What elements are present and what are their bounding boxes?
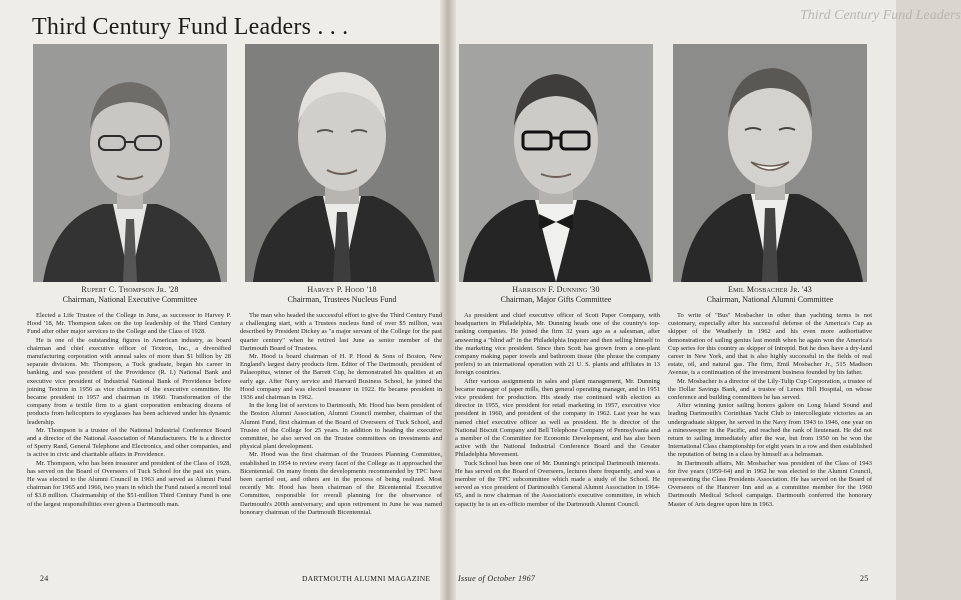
- paragraph: In the long list of services to Dartmouth, Mr. Hood has been president of the Boston Alumni Association, Alumni Council member, chairman of the Alumni Fund, first chairman of the Board of Overseers of Tuck School, and Trustee of the College for 25 years. In addition to heading the executive committee, he also served on the Trustee committees on investments and physical plant development.: [240, 402, 442, 451]
- paragraph: To write of "Bus" Mosbacher in other than yachting terms is not customary, especially after his successful defense of the America's Cup as skipper of the Weatherly in 1962 and his even more authoritative demonstration of sailing genius last month when he again won the America's Cup series for this country as skipper of Intrepid. But he does have a dry-land career in New York, and that is also highly successful in the fields of real estate, oil, and natural gas. The firm, Emil Mosbacher Jr., 515 Madison Avenue, is a continuation of the investment business founded by his father.: [668, 312, 872, 377]
- leader-role: Chairman, National Executive Committee: [62, 295, 198, 304]
- leader-name: Harrison F. Dunning '30: [512, 285, 600, 294]
- caption-mosbacher: [673, 285, 867, 309]
- paragraph: Mr. Mosbacher is a director of the Lily-Tulip Cup Corporation, a trustee of the Dollar Savings Bank, and a trustee of Lenox Hill Hospital, on whose conference and building committees he has served.: [668, 377, 872, 402]
- leader-name: Harvey P. Hood '18: [307, 285, 377, 294]
- left-page-number: 24: [40, 574, 49, 583]
- page-title: Third Century Fund Leaders . . .: [32, 14, 349, 40]
- article-column-dunning: [455, 312, 660, 570]
- paragraph: Mr. Hood was the first chairman of the Trustees Planning Committee, established in 1954 to review every facet of the College as it approached the Bicentennial. On many fronts the developments recommended by TPC have been carried out, and others are in the process of being realized. Most recently Mr. Hood has been chairman of the Bicentennial Executive Committee, responsible for overall planning for the observance of Dartmouth's 200th anniversary; and upon retirement in June he was named honorary chairman of the Dartmouth Bicentennial.: [240, 451, 442, 516]
- paragraph: Tuck School has been one of Mr. Dunning's principal Dartmouth interests. He has served on the Board of Overseers, lectures there frequently, and was a member of the TPC subcommittee which made a study of the School. He served as vice president of Dartmouth's General Alumni Association in 1964-65, and is now chairman of the Association's executive committee, in which capacity he is an ex-officio member of the Dartmouth Alumni Council.: [455, 459, 660, 508]
- magazine-name: DARTMOUTH ALUMNI MAGAZINE: [302, 574, 431, 583]
- leader-name: Emil Mosbacher Jr. '43: [728, 285, 812, 294]
- page-gutter: [440, 0, 456, 600]
- paragraph: Mr. Thompson is a trustee of the National Industrial Conference Board and a director of the National Association of Manufacturers. He is a director of Sperry Rand, General Telephone and Electronics, and other companies, and is active in civic and charitable affairs in Providence.: [27, 426, 231, 459]
- paragraph: As president and chief executive officer of Scott Paper Company, with headquarters in Philadelphia, Mr. Dunning heads one of the country's top-ranking companies. He joined the firm 32 years ago as a salesman, after answering a "blind ad" in the Philadelphia Inquirer and then selling himself to the marketing vice president. Since then Scott has grown from a one-plant company making paper towels and bathroom tissue (the phrase the company prefers) to an international operation with 21 U. S. plants and affiliates in 13 foreign countries.: [455, 312, 660, 377]
- caption-hood: [245, 285, 439, 309]
- portrait-hood: [245, 44, 439, 282]
- article-column-thompson: [27, 312, 231, 570]
- issue-date: Issue of October 1967: [458, 574, 536, 583]
- leader-name: Rupert C. Thompson Jr. '28: [81, 285, 179, 294]
- paragraph: In Dartmouth affairs, Mr. Mosbacher was president of the Class of 1943 for five years (1959-64) and in 1962 he was elected to the Alumni Council, representing the Class Presidents Association. He has served on the Board of Overseers of the Hanover Inn and as a committee member for the 1960 Dartmouth Medical School campaign. Dartmouth conferred the honorary Master of Arts degree upon him in 1963.: [668, 459, 872, 508]
- portrait-thompson: [33, 44, 227, 282]
- leader-role: Chairman, Trustees Nucleus Fund: [287, 295, 397, 304]
- paragraph: Mr. Hood is board chairman of H. P. Hood & Sons of Boston, New England's largest dairy products firm. Editor of The Dartmouth, president of Palaeopitus, winner of the Barrett Cup, he demonstrated his qualities at an early age. After Navy service and Harvard Business School, he joined the Hood company and was elected treasurer in 1922. He became president in 1936 and chairman in 1962.: [240, 353, 442, 402]
- leader-role: Chairman, National Alumni Committee: [706, 295, 834, 304]
- paragraph: After winning junior sailing honors galore on Long Island Sound and leading Dartmouth's Corinthian Yacht Club to intercollegiate victories as an undergraduate skipper, he served in the Navy from 1943 to 1946, one year on a minesweeper in the Pacific, and reached the rank of lieutenant. He did not return to sailing immediately after the war, but from 1950 on he won the International Class championship for eight years in a row and then established the reputation of being in a class by himself as a helmsman.: [668, 402, 872, 459]
- article-column-mosbacher: [668, 312, 872, 570]
- caption-thompson: [33, 285, 227, 309]
- right-page-number: 25: [860, 574, 869, 583]
- paragraph: Mr. Thompson, who has been treasurer and president of the Class of 1928, has served on the Board of Overseers of Tuck School for the past six years. He was elected to the Alumni Council in 1963 and served as Alumni Fund chairman for 1965 and 1966, two years in which the Fund raised a record total of $3.8 million. Chairmanship of the $51-million Third Century Fund is one of the largest responsibilities ever given a Dartmouth man.: [27, 459, 231, 508]
- article-column-hood: [240, 312, 442, 570]
- leader-role: Chairman, Major Gifts Committee: [500, 295, 612, 304]
- portrait-mosbacher: [673, 44, 867, 282]
- paragraph: The man who headed the successful effort to give the Third Century Fund a challenging start, with a Trustees nucleus fund of over $5 million, was described by President Dickey as "a major servant of the College for the past quarter century" when he retired last June as senior member of the Dartmouth Board of Trustees.: [240, 312, 442, 352]
- portrait-dunning: [459, 44, 653, 282]
- caption-dunning: [459, 285, 653, 309]
- show-through-title: Third Century Fund Leaders: [800, 8, 961, 23]
- paragraph: Elected a Life Trustee of the College in June, as successor to Harvey P. Hood '18, Mr. Thompson takes on the top leadership of the Third Century Fund after other major services to the College and the Class of 1928.: [27, 312, 231, 336]
- paragraph: After various assignments in sales and plant management, Mr. Dunning became manager of paper mills, then general operating manager, and in 1951 vice president for production. His steady rise continued with election as director in 1955, vice president for retail marketing in 1957, executive vice president in 1960, and president of the company in 1962. Last year he was named chief executive officer as well as president. He is director of the National Biscuit Company and Bell Telephone Company of Pennsylvania and a member of the Committee for Economic Development, and has also been active with the National Industrial Conference Board and the Greater Philadelphia Movement.: [455, 377, 660, 459]
- paragraph: He is one of the outstanding figures in American industry, as board chairman and chief executive officer of Textron, Inc., a diversified manufacturing corporation with annual sales of more than $1 billion by 28 separate divisions. Mr. Thompson, a Tuck graduate, began his career in banking, and was president of the Providence (R. I.) National Bank and executive vice president of Industrial National Bank of Providence before joining Textron in 1956 as vice chairman of the executive committee. He became president in 1957 and chairman in 1960. Transformation of the company from a textile firm to a giant corporation embracing dozens of products from helicopters to eyeglasses has been achieved under his dynamic leadership.: [27, 336, 231, 426]
